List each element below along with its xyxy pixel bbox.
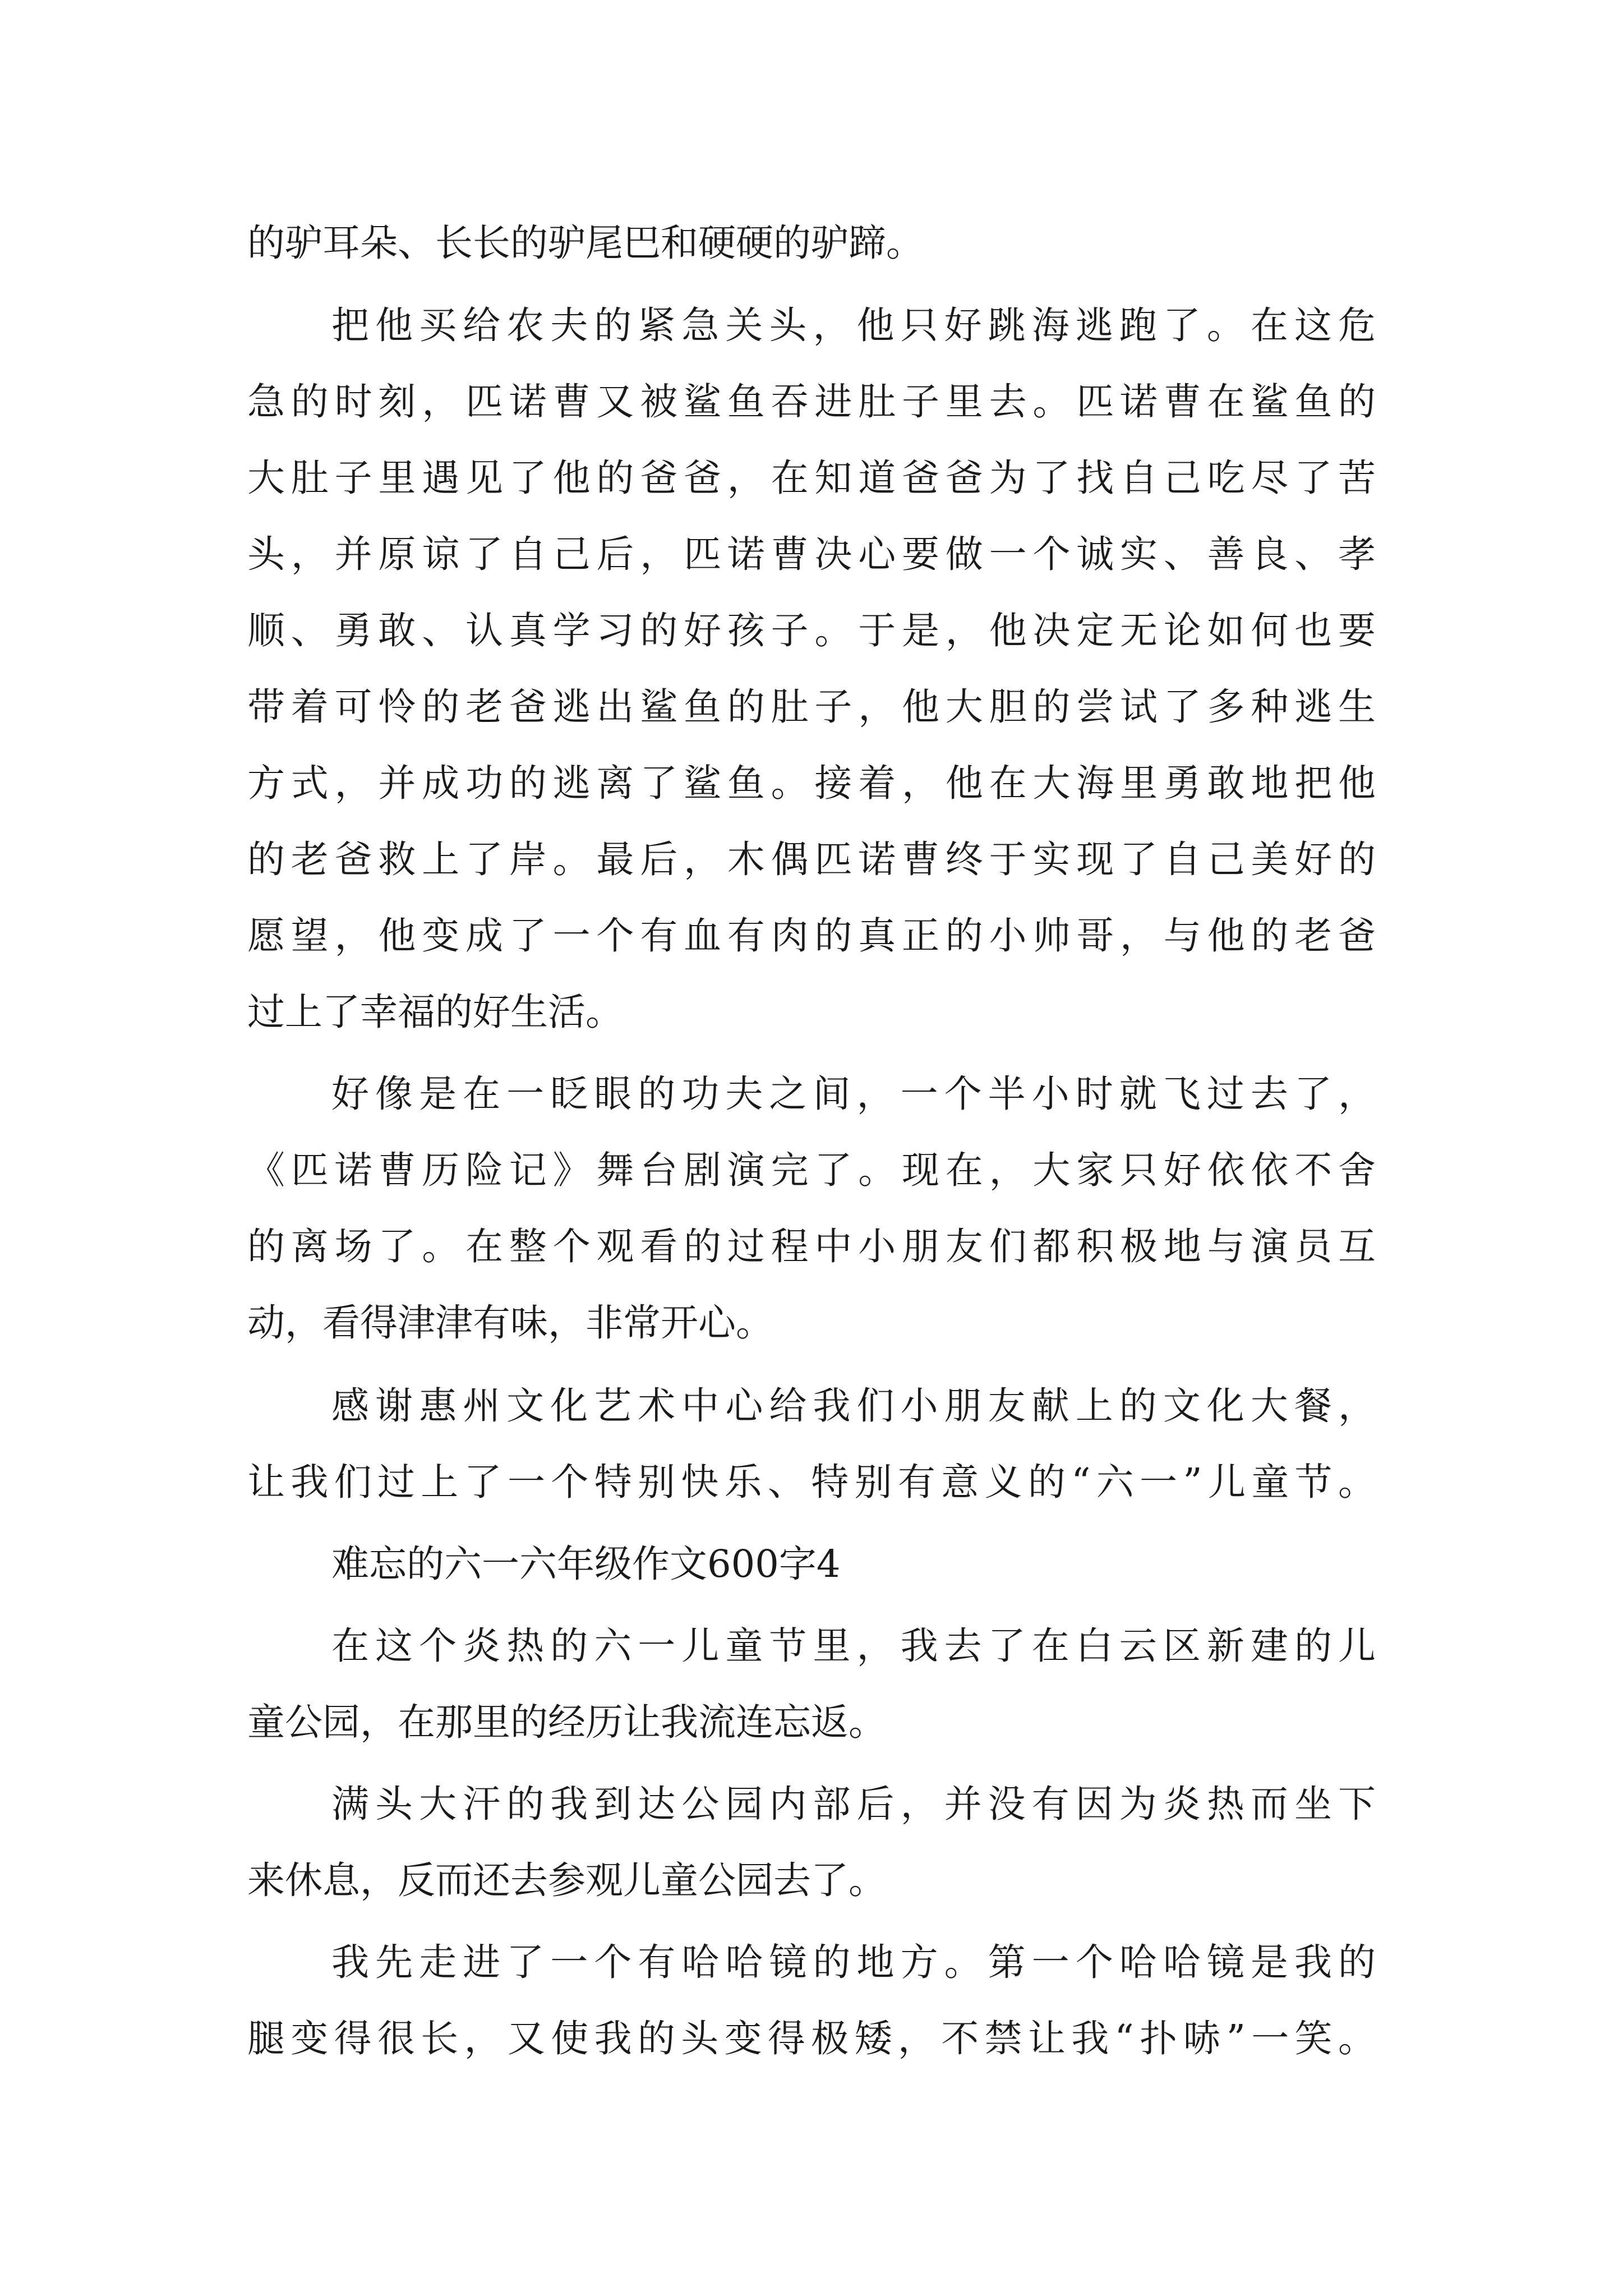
text-line: 的驴耳朵、长长的驴尾巴和硬硬的驴蹄。	[247, 221, 924, 265]
text-line: 带着可怜的老爸逃出鲨鱼的肚子，他大胆的尝试了多种逃生	[247, 685, 1376, 729]
text-line: 方式，并成功的逃离了鲨鱼。接着，他在大海里勇敢地把他	[247, 761, 1376, 805]
text-line: 满头大汗的我到达公园内部后，并没有因为炎热而坐下	[331, 1782, 1376, 1826]
section-heading: 难忘的六一六年级作文600字4	[331, 1542, 841, 1586]
text-line: 急的时刻，匹诺曹又被鲨鱼吞进肚子里去。匹诺曹在鲨鱼的	[247, 380, 1376, 424]
text-line: 大肚子里遇见了他的爸爸，在知道爸爸为了找自己吃尽了苦	[247, 456, 1376, 500]
text-line: 过上了幸福的好生活。	[247, 990, 623, 1034]
text-line: 腿变得很长，又使我的头变得极矮，不禁让我“扑哧”一笑。	[247, 2017, 1376, 2060]
text-line: 的老爸救上了岸。最后，木偶匹诺曹终于实现了自己美好的	[247, 838, 1376, 881]
text-line: 童公园，在那里的经历让我流连忘返。	[247, 1700, 886, 1744]
text-line: 感谢惠州文化艺术中心给我们小朋友献上的文化大餐，	[331, 1384, 1376, 1428]
text-line: 顺、勇敢、认真学习的好孩子。于是，他决定无论如何也要	[247, 609, 1376, 652]
text-line: 把他买给农夫的紧急关头，他只好跳海逃跑了。在这危	[331, 303, 1376, 347]
text-line: 动，看得津津有味，非常开心。	[247, 1301, 773, 1345]
text-line: 让我们过上了一个特别快乐、特别有意义的“六一”儿童节。	[247, 1460, 1376, 1504]
text-line: 好像是在一眨眼的功夫之间，一个半小时就飞过去了，	[331, 1072, 1376, 1116]
text-line: 我先走进了一个有哈哈镜的地方。第一个哈哈镜是我的	[331, 1940, 1376, 1984]
text-line: 来休息，反而还去参观儿童公园去了。	[247, 1858, 886, 1902]
text-line: 愿望，他变成了一个有血有肉的真正的小帅哥，与他的老爸	[247, 914, 1376, 958]
text-line: 在这个炎热的六一儿童节里，我去了在白云区新建的儿	[331, 1624, 1376, 1668]
text-line: 头，并原谅了自己后，匹诺曹决心要做一个诚实、善良、孝	[247, 532, 1376, 576]
text-line: 的离场了。在整个观看的过程中小朋友们都积极地与演员互	[247, 1225, 1376, 1268]
text-line: 《匹诺曹历险记》舞台剧演完了。现在，大家只好依依不舍	[247, 1148, 1376, 1192]
